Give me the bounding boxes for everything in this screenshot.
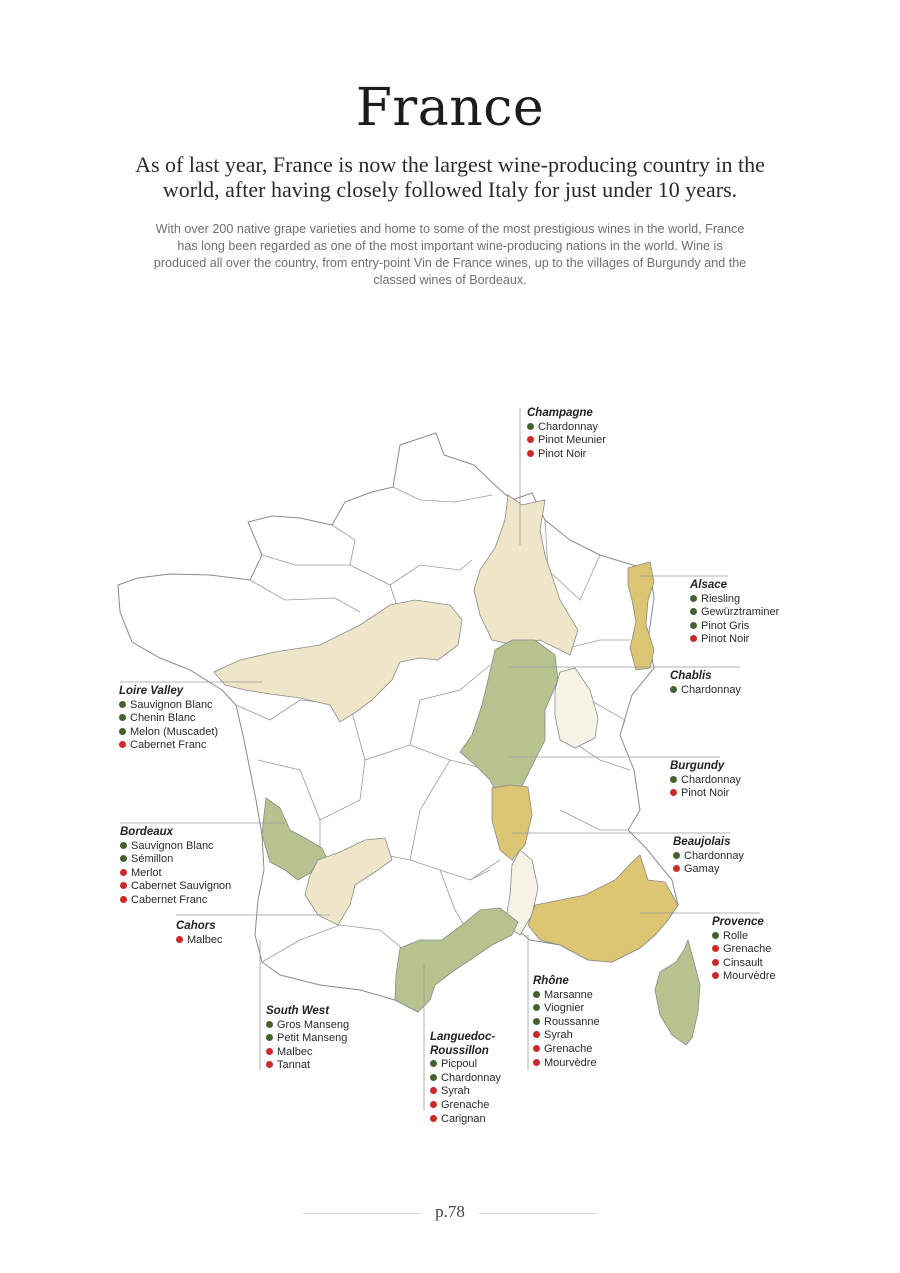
white-grape-dot (266, 1021, 273, 1028)
grape-name: Cabernet Sauvignon (131, 880, 232, 893)
page-subtitle: As of last year, France is now the largest wine-producing country in the world, after having closely followed Italy for just under 10 years. (135, 152, 765, 202)
grape-name: Carignan (441, 1112, 486, 1125)
red-grape-dot (670, 789, 677, 796)
grape-name: Rolle (723, 929, 749, 942)
region-name: South West (266, 1005, 330, 1017)
red-grape-dot (712, 972, 719, 979)
grape-name: Roussanne (544, 1015, 600, 1028)
red-grape-dot (120, 869, 127, 876)
red-grape-dot (266, 1048, 273, 1055)
label-champagne (527, 407, 606, 461)
white-grape-dot (673, 852, 680, 859)
red-grape-dot (673, 865, 680, 872)
grape-name: Pinot Meunier (538, 434, 606, 447)
white-grape-dot (430, 1074, 437, 1081)
region-name: Provence (712, 916, 764, 928)
white-grape-dot (533, 1018, 540, 1025)
label-alsace (690, 579, 779, 647)
region-corsica[interactable] (655, 940, 700, 1045)
white-grape-dot (527, 423, 534, 430)
red-grape-dot (533, 1059, 540, 1066)
grape-name: Chardonnay (681, 773, 741, 786)
label-provence (712, 916, 776, 984)
label-bordeaux (120, 826, 231, 908)
white-grape-dot (690, 622, 697, 629)
white-grape-dot (670, 686, 677, 693)
grape-name: Picpoul (441, 1058, 478, 1071)
grape-name: Mourvèdre (723, 970, 776, 983)
red-grape-dot (690, 635, 697, 642)
label-loire-valley (119, 685, 218, 753)
grape-name: Riesling (701, 592, 741, 605)
label-cahors (176, 920, 222, 947)
label-chablis (670, 670, 741, 697)
grape-name: Grenache (544, 1042, 593, 1055)
white-grape-dot (690, 595, 697, 602)
red-grape-dot (533, 1045, 540, 1052)
red-grape-dot (712, 959, 719, 966)
page-number-rule-right (479, 1213, 597, 1214)
grape-name: Chardonnay (684, 849, 744, 862)
grape-name: Malbec (187, 933, 223, 946)
region-name: Burgundy (670, 760, 725, 772)
grape-name: Grenache (723, 943, 772, 956)
red-grape-dot (527, 436, 534, 443)
grape-name: Chardonnay (538, 420, 598, 433)
grape-name: Mourvèdre (544, 1056, 597, 1069)
grape-name: Cabernet Franc (130, 739, 207, 752)
red-grape-dot (533, 1031, 540, 1038)
grape-name: Viognier (544, 1002, 585, 1015)
region-name: Rhône (533, 975, 569, 987)
red-grape-dot (430, 1115, 437, 1122)
label-burgundy (670, 760, 741, 801)
grape-name: Sauvignon Blanc (130, 698, 213, 711)
grape-name: Chardonnay (681, 683, 741, 696)
region-name: Alsace (690, 579, 728, 591)
grape-name: Gros Manseng (277, 1018, 350, 1031)
region-name: Languedoc-Roussillon (430, 1031, 496, 1057)
region-name: Cahors (176, 920, 216, 932)
grape-name: Pinot Gris (701, 619, 750, 632)
grape-name: Pinot Noir (681, 787, 730, 800)
grape-name: Pinot Noir (538, 447, 587, 460)
red-grape-dot (120, 896, 127, 903)
grape-name: Melon (Muscadet) (130, 725, 219, 738)
red-grape-dot (712, 945, 719, 952)
grape-name: Merlot (131, 866, 162, 879)
grape-name: Syrah (441, 1085, 470, 1098)
white-grape-dot (119, 701, 126, 708)
label-south-west (266, 1005, 349, 1073)
white-grape-dot (712, 932, 719, 939)
white-grape-dot (430, 1060, 437, 1067)
region-name: Bordeaux (120, 826, 174, 838)
white-grape-dot (120, 842, 127, 849)
grape-name: Chenin Blanc (130, 712, 196, 725)
region-name: Loire Valley (119, 685, 184, 697)
grape-name: Cinsault (723, 956, 763, 969)
white-grape-dot (120, 855, 127, 862)
white-grape-dot (119, 728, 126, 735)
intro-paragraph: With over 200 native grape varieties and home to some of the most prestigious wines in the world, France has long been regarded as one of the most important wine-producing nations in the world. Wine is produced all over the country, from entry-point Vin de France wines, up to the villages of Burgundy and the classed wines of Bordeaux. (153, 222, 747, 287)
page-number: p.78 (435, 1202, 465, 1221)
grape-name: Syrah (544, 1029, 573, 1042)
red-grape-dot (120, 882, 127, 889)
grape-name: Chardonnay (441, 1071, 501, 1084)
label-languedoc-roussillon (430, 1031, 520, 1126)
white-grape-dot (533, 991, 540, 998)
red-grape-dot (119, 741, 126, 748)
grape-name: Petit Manseng (277, 1032, 348, 1045)
label-beaujolais (673, 836, 744, 877)
grape-name: Gamay (684, 863, 720, 876)
grape-name: Sémillon (131, 853, 174, 866)
red-grape-dot (527, 450, 534, 457)
grape-name: Malbec (277, 1045, 313, 1058)
page-title: France (355, 78, 545, 138)
grape-name: Marsanne (544, 988, 593, 1001)
grape-name: Tannat (277, 1059, 311, 1072)
red-grape-dot (430, 1087, 437, 1094)
grape-name: Gewürztraminer (701, 606, 780, 619)
red-grape-dot (430, 1101, 437, 1108)
grape-name: Cabernet Franc (131, 893, 208, 906)
white-grape-dot (266, 1034, 273, 1041)
grape-name: Pinot Noir (701, 633, 750, 646)
red-grape-dot (266, 1061, 273, 1068)
white-grape-dot (119, 714, 126, 721)
white-grape-dot (533, 1004, 540, 1011)
region-name: Champagne (527, 407, 593, 419)
grape-name: Grenache (441, 1098, 490, 1111)
label-rhone (533, 975, 600, 1070)
red-grape-dot (176, 936, 183, 943)
white-grape-dot (690, 608, 697, 615)
grape-name: Sauvignon Blanc (131, 839, 214, 852)
region-name: Chablis (670, 670, 712, 682)
region-name: Beaujolais (673, 836, 731, 848)
white-grape-dot (670, 776, 677, 783)
